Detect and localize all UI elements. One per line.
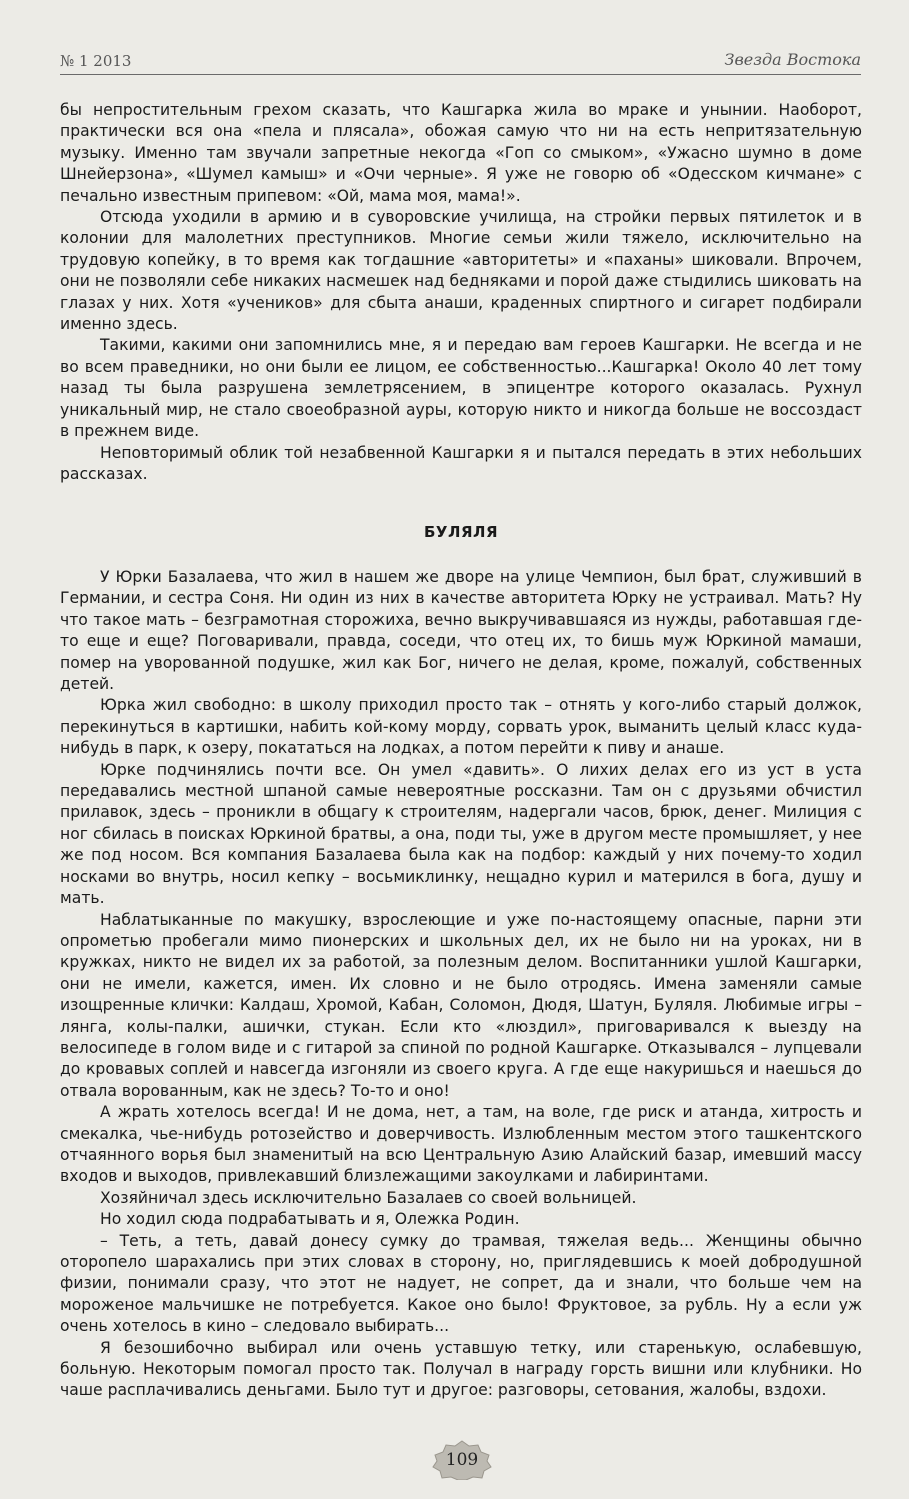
intro-text-block	[60, 100, 862, 485]
paragraph: Юрка жил свободно: в школу приходил просто так – отнять у кого-либо старый должок, перекинуться в картишки, набить кой-кому морду, сорвать урок, выманить целый класс куда-нибудь в парк, к озеру, покататься на лодках, а потом перейти к пиву и анаше.	[60, 696, 862, 758]
paragraph: Отсюда уходили в армию и в суворовские училища, на стройки первых пятилеток и в колонии для малолетних преступников. Многие семьи жили тяжело, исключительно на трудовую копейку, в то время как тогдашние «авторитеты» и «паханы» шиковали. Впрочем, они не позволяли себе никаких насмешек над бедняками и порой даже стыдились шиковать на глазах у них. Хотя «учеников» для сбыта анаши, краденных спиртного и сигарет подбирали именно здесь.	[60, 208, 863, 334]
running-header	[60, 48, 861, 75]
page-number	[431, 1440, 493, 1480]
story-text-block	[60, 567, 862, 1402]
paragraph: А жрать хотелось всегда! И не дома, нет, а там, на воле, где риск и атанда, хитрость и смекалка, чье-нибудь ротозейство и доверчивость. Излюбленным местом этого ташкентского отчаянного ворья был знаменитый на всю Центральную Азию Алайский базар, имевший массу входов и выходов, привлекавший близлежащими закоулками и лабиринтами.	[60, 1103, 862, 1186]
journal-title: Звезда Востока	[724, 50, 861, 69]
page-number-text: 109	[445, 1450, 479, 1470]
paragraph: Юрке подчинялись почти все. Он умел «давить». О лихих делах его из уст в уста передавались местной шпаной самые невероятные россказни. Там он с друзьями обчистил прилавок, здесь – проникли в общагу к строителям, надергали часов, брюк, денег. Милиция с ног сбилась в поисках Юркиной братвы, а она, поди ты, уже в другом месте промышляет, у нее же под носом. Вся компания Базалаева была как на подбор: каждый у них почему-то ходил носками во внутрь, носил кепку – восьмиклинку, нещадно курил и матерился в бога, душу и мать.	[60, 760, 862, 908]
paragraph: бы непростительным грехом сказать, что Кашгарка жила во мраке и унынии. Наоборот, практически вся она «пела и плясала», обожая самую что ни на есть непритязательную музыку. Именно там звучали запретные некогда «Гоп со смыком», «Ужасно шумно в доме Шнейерзона», «Шумел камыш» и «Очи черные». Я уже не говорю об «Одесском кичмане» с печально известным припевом: «Ой, мама моя, мама!».	[60, 101, 862, 205]
issue-number: № 1 2013	[60, 52, 132, 70]
story-title: БУЛЯЛЯ	[423, 523, 498, 541]
paragraph: Но ходил сюда подрабатывать и я, Олежка Родин.	[100, 1210, 520, 1229]
paragraph: Наблатыканные по макушку, взрослеющие и уже по-настоящему опасные, парни эти опрометью пробегали мимо пионерских и школьных дел, их не было ни на уроках, ни в кружках, никто не видел их за работой, за полезным делом. Воспитанники ушлой Кашгарки, они не имели, кажется, имен. Их словно и не было отродясь. Имена заменяли самые изощренные клички: Калдаш, Хромой, Кабан, Соломон, Дюдя, Шатун, Буляля. Любимые игры – лянга, колы-палки, ашички, стукан. Если кто «люздил», приговаривался к выезду на велосипеде в голом виде и с гитарой за спиной по родной Кашгарке. Отказывался – лупцевали до кровавых соплей и навсегда изгоняли из своего круга. А где еще накуришься и наешься до отвала ворованным, как не здесь? То-то и оно!	[60, 910, 862, 1100]
paragraph: – Теть, а теть, давай донесу сумку до трамвая, тяжелая ведь... Женщины обычно оторопело шарахались при этих словах в сторону, но, приглядевшись к моей добродушной физии, понимали сразу, что этот не надует, не сопрет, да и знали, что больше чем на мороженое мальчишке не потребуется. Какое оно было! Фруктовое, за рубль. Ну а если уж очень хотелось в кино – следовало выбирать...	[60, 1231, 862, 1336]
paragraph: Я безошибочно выбирал или очень уставшую тетку, или старенькую, ослабевшую, больную. Некоторым помогал просто так. Получал в награду горсть вишни или клубники. Но чаше расплачивались деньгами. Было тут и другое: разговоры, сетования, жалобы, вздохи.	[60, 1338, 862, 1400]
paragraph: Неповторимый облик той незабвенной Кашгарки я и пытался передать в этих небольших рассказах.	[60, 443, 862, 483]
paragraph: Хозяйничал здесь исключительно Базалаев со своей вольницей.	[100, 1188, 637, 1207]
paragraph: Такими, какими они запомнились мне, я и передаю вам героев Кашгарки. Не всегда и не во всем праведники, но они были ее лицом, ее собственностью...Кашгарка! Около 40 лет тому назад ты была разрушена землетрясением, в эпицентре которого оказалась. Рухнул уникальный мир, не стало своеобразной ауры, которую никто и никогда больше не воссоздаст в прежнем виде.	[60, 336, 862, 441]
paragraph: У Юрки Базалаева, что жил в нашем же дворе на улице Чемпион, был брат, служивший в Германии, и сестра Соня. Ни один из них в качестве авторитета Юрку не устраивал. Мать? Ну что такое мать – безграмотная сторожиха, вечно выкручивавшаяся из нужды, работавшая где-то еще и еще? Поговаривали, правда, соседи, что отец их, то бишь муж Юркиной мамаши, помер на уворованной подушке, жил как Бог, ничего не делая, кроме, пожалуй, собственных детей.	[60, 568, 862, 694]
